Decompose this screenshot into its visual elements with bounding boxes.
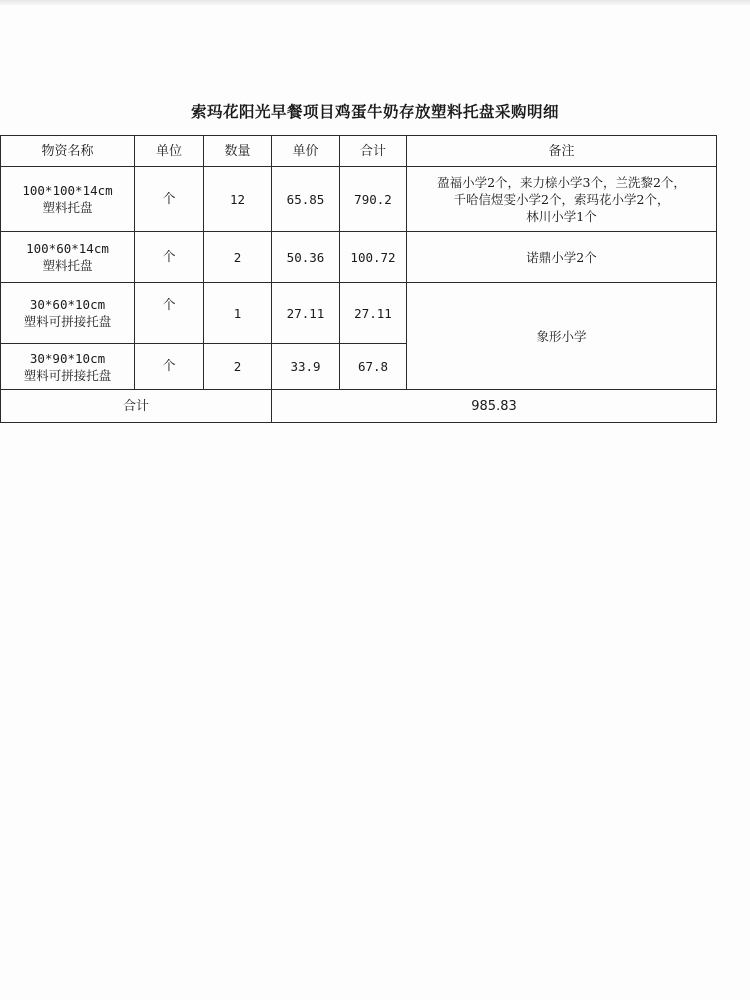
header-item-name: 物资名称 (1, 136, 135, 167)
quantity-cell: 2 (204, 232, 272, 283)
unit-cell: 个 (135, 167, 204, 232)
header-unit: 单位 (135, 136, 204, 167)
item-size: 100*60*14cm (26, 241, 109, 256)
grand-total-value: 985.83 (272, 390, 717, 423)
remark-cell (407, 167, 717, 232)
table-total-row (1, 390, 717, 423)
line-total-cell: 100.72 (340, 232, 407, 283)
item-name-cell (1, 283, 135, 344)
remark-line: 千哈信煜雯小学2个，索玛花小学2个， (453, 191, 670, 207)
item-size: 30*60*10cm (29, 297, 106, 312)
unit-price-cell: 27.11 (272, 283, 340, 344)
item-size: 100*100*14cm (22, 183, 113, 198)
remark-cell: 诺鼎小学2个 (407, 232, 717, 283)
quantity-cell: 1 (204, 283, 272, 344)
table-row (1, 283, 717, 344)
unit-price-cell: 65.85 (272, 167, 340, 232)
document-title: 索玛花阳光早餐项目鸡蛋牛奶存放塑料托盘采购明细 (190, 102, 559, 121)
item-type: 塑料可拼接托盘 (23, 367, 112, 383)
item-type: 塑料可拼接托盘 (23, 314, 112, 329)
line-total-cell: 790.2 (340, 167, 407, 232)
scan-edge-shadow (0, 0, 750, 6)
header-quantity: 数量 (204, 136, 272, 167)
unit-price-cell: 33.9 (272, 344, 340, 390)
item-size: 30*90*10cm (29, 350, 106, 366)
item-name-cell (1, 344, 135, 390)
quantity-cell: 12 (204, 167, 272, 232)
unit-cell: 个 (135, 283, 204, 344)
purchase-table (0, 135, 717, 423)
unit-price-cell: 50.36 (272, 232, 340, 283)
table-row (1, 232, 717, 283)
table-header-row (1, 136, 717, 167)
unit-cell: 个 (135, 344, 204, 390)
item-name-cell (1, 232, 135, 283)
header-line-total: 合计 (340, 136, 407, 167)
total-label: 合计 (1, 390, 272, 423)
header-unit-price: 单价 (272, 136, 340, 167)
item-name-cell (1, 167, 135, 232)
unit-cell: 个 (135, 232, 204, 283)
line-total-cell: 27.11 (340, 283, 407, 344)
quantity-cell: 2 (204, 344, 272, 390)
table-row (1, 167, 717, 232)
remark-line: 林川小学1个 (526, 208, 597, 224)
header-remarks: 备注 (407, 136, 717, 167)
line-total-cell: 67.8 (340, 344, 407, 390)
merged-remark-cell: 象形小学 (407, 283, 717, 390)
item-type: 塑料托盘 (42, 200, 93, 215)
remark-line: 盈福小学2个，来力榇小学3个，兰洗黎2个， (437, 174, 686, 190)
item-type: 塑料托盘 (42, 258, 93, 273)
